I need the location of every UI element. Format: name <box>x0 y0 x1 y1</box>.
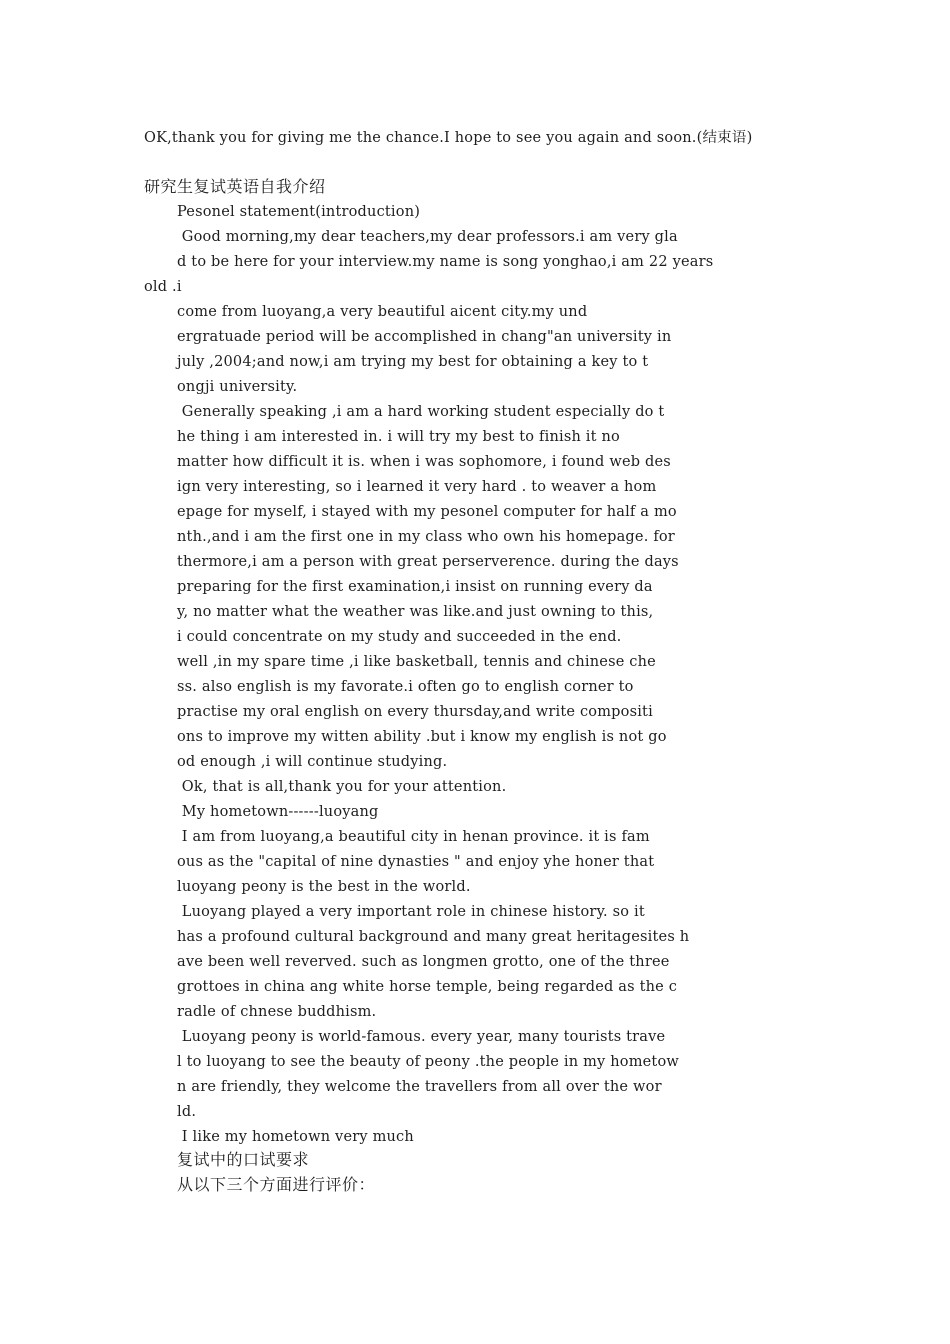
body-line: n are friendly, they welcome the travellers from all over the wor <box>177 1079 662 1095</box>
body-line: he thing i am interested in. i will try my best to finish it no <box>177 429 620 445</box>
oral-requirements-heading: 复试中的口试要求 <box>177 1150 310 1169</box>
body-line: Generally speaking ,i am a hard working student especially do t <box>177 404 665 420</box>
body-line: d to be here for your interview.my name is song yonghao,i am 22 years <box>177 254 714 270</box>
evaluation-intro: 从以下三个方面进行评价： <box>177 1175 376 1194</box>
section-title: 研究生复试英语自我介绍 <box>144 177 326 196</box>
body-line: old .i <box>144 279 182 295</box>
closing-line: OK,thank you for giving me the chance.I hope to see you again and soon.(结束语) <box>144 130 753 146</box>
body-line: ongji university. <box>177 379 298 395</box>
body-line: july ,2004;and now,i am trying my best for obtaining a key to t <box>177 354 649 370</box>
body-line: Luoyang peony is world-famous. every year, many tourists trave <box>177 1029 666 1045</box>
subtitle: Pesonel statement(introduction) <box>177 204 421 220</box>
body-line: l to luoyang to see the beauty of peony .the people in my hometow <box>177 1054 679 1070</box>
body-line: Good morning,my dear teachers,my dear professors.i am very gla <box>177 229 678 245</box>
body-line: well ,in my spare time ,i like basketball, tennis and chinese che <box>177 654 656 670</box>
body-line: i could concentrate on my study and succeeded in the end. <box>177 629 622 645</box>
body-line: Luoyang played a very important role in chinese history. so it <box>177 904 645 920</box>
body-line: y, no matter what the weather was like.and just owning to this, <box>177 604 654 620</box>
body-line: ave been well reverved. such as longmen grotto, one of the three <box>177 954 670 970</box>
body-line: ergratuade period will be accomplished in chang"an university in <box>177 329 672 345</box>
body-line: luoyang peony is the best in the world. <box>177 879 471 895</box>
body-line: epage for myself, i stayed with my pesonel computer for half a mo <box>177 504 677 520</box>
body-line: nth.,and i am the first one in my class who own his homepage. for <box>177 529 675 545</box>
body-line: ous as the "capital of nine dynasties " and enjoy yhe honer that <box>177 854 655 870</box>
body-line: practise my oral english on every thursday,and write compositi <box>177 704 653 720</box>
body-line: ign very interesting, so i learned it very hard . to weaver a hom <box>177 479 657 495</box>
body-line: matter how difficult it is. when i was sophomore, i found web des <box>177 454 671 470</box>
body-line: Ok, that is all,thank you for your attention. <box>177 779 507 795</box>
body-line: My hometown------luoyang <box>177 804 379 820</box>
body-line: ss. also english is my favorate.i often go to english corner to <box>177 679 634 695</box>
body-line: ons to improve my witten ability .but i know my english is not go <box>177 729 667 745</box>
body-line: has a profound cultural background and many great heritagesites h <box>177 929 690 945</box>
body-line: ld. <box>177 1104 197 1120</box>
body-line: thermore,i am a person with great perserverence. during the days <box>177 554 679 570</box>
body-line: od enough ,i will continue studying. <box>177 754 448 770</box>
body-line: grottoes in china ang white horse temple, being regarded as the c <box>177 979 678 995</box>
body-line: radle of chnese buddhism. <box>177 1004 377 1020</box>
body-line: preparing for the first examination,i insist on running every da <box>177 579 653 595</box>
body-line: come from luoyang,a very beautiful aicent city.my und <box>177 304 588 320</box>
body-line: I am from luoyang,a beautiful city in henan province. it is fam <box>177 829 650 845</box>
body-line: I like my hometown very much <box>177 1129 414 1145</box>
